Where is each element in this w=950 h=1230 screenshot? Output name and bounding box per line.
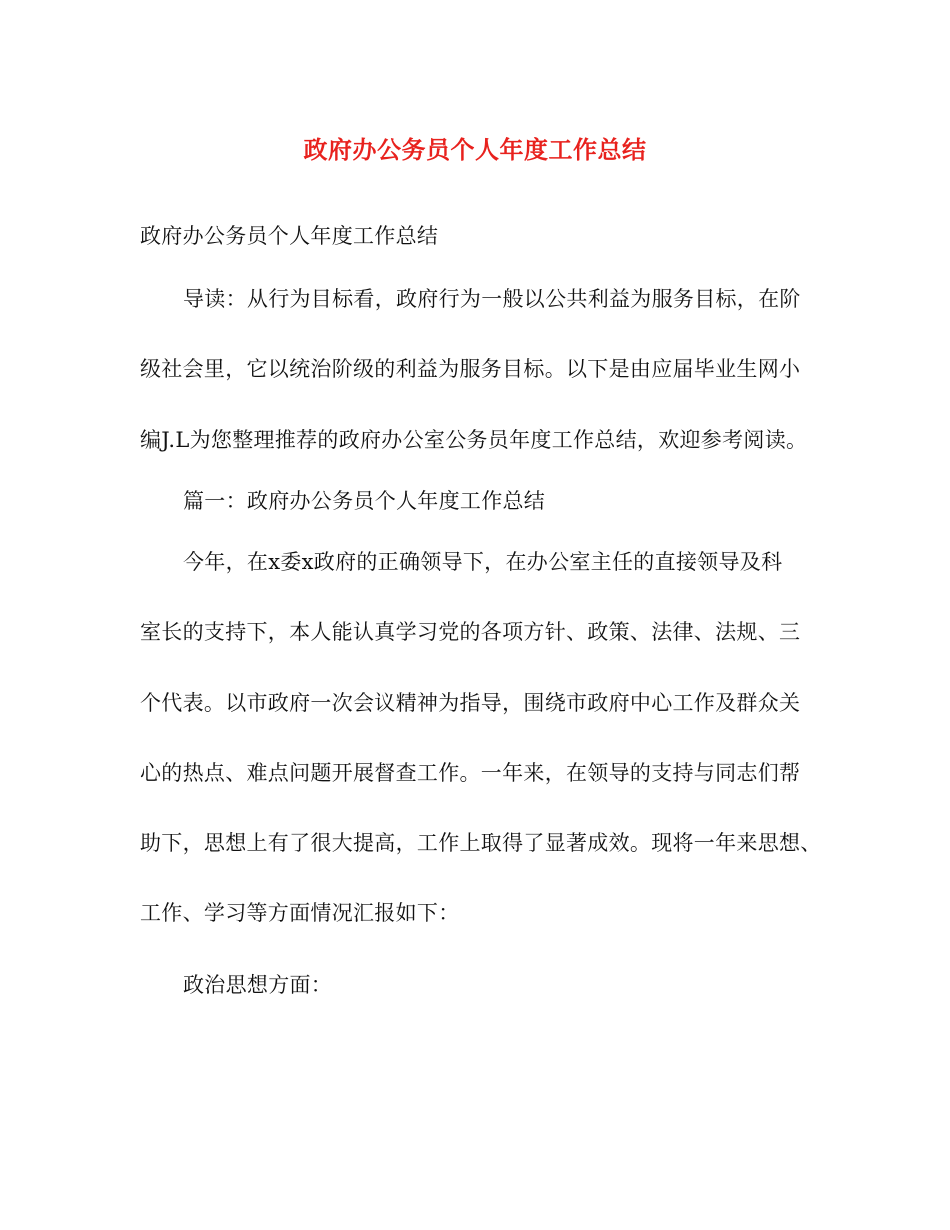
document-title: 政府办公务员个人年度工作总结 [303, 135, 647, 164]
body-line-subheading: 政治思想方面： [183, 973, 333, 997]
body-line-para-6: 工作、学习等方面情况汇报如下： [140, 901, 460, 925]
body-line-intro-1: 导读：从行为目标看，政府行为一般以公共利益为服务目标，在阶 [183, 287, 801, 311]
body-line-intro-2: 级社会里，它以统治阶级的利益为服务目标。以下是由应届毕业生网小 [140, 357, 801, 381]
body-line-para-4: 心的热点、难点问题开展督查工作。一年来，在领导的支持与同志们帮 [140, 761, 801, 785]
body-line-heading: 政府办公务员个人年度工作总结 [140, 224, 439, 248]
body-line-intro-3: 编J.L为您整理推荐的政府办公室公务员年度工作总结，欢迎参考阅读。 [140, 428, 808, 452]
body-line-para-2: 室长的支持下，本人能认真学习党的各项方针、政策、法律、法规、三 [140, 620, 801, 644]
body-line-para-5: 助下，思想上有了很大提高，工作上取得了显著成效。现将一年来思想、 [140, 831, 822, 855]
body-line-para-1: 今年，在x委x政府的正确领导下，在办公室主任的直接领导及科 [183, 550, 783, 574]
body-line-para-3: 个代表。以市政府一次会议精神为指导，围绕市政府中心工作及群众关 [140, 691, 801, 715]
body-line-section-title: 篇一：政府办公务员个人年度工作总结 [183, 489, 546, 513]
